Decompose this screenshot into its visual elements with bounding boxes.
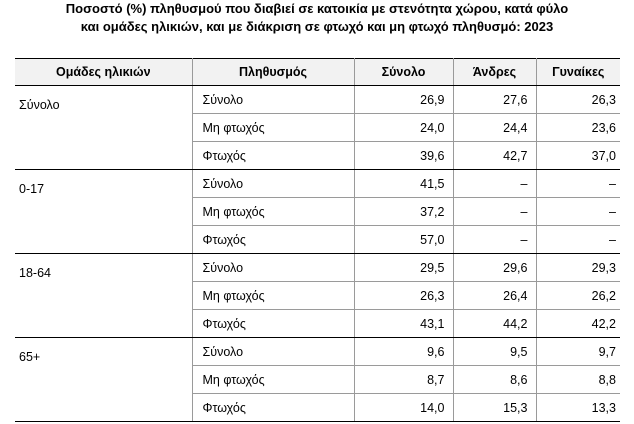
women-cell: – [536, 226, 620, 254]
men-cell: 15,3 [453, 394, 536, 422]
women-cell: 8,8 [536, 366, 620, 394]
men-cell: 27,6 [453, 86, 536, 114]
total-cell: 9,6 [354, 338, 453, 366]
table-row [15, 254, 620, 282]
table-row [15, 338, 620, 366]
women-cell: – [536, 198, 620, 226]
total-cell: 39,6 [354, 142, 453, 170]
header-men: Άνδρες [453, 59, 536, 86]
women-cell: 42,2 [536, 310, 620, 338]
women-cell: 23,6 [536, 114, 620, 142]
table-title-line-1: Ποσοστό (%) πληθυσμού που διαβιεί σε κατοικία με στενότητα χώρου, κατά φύλο [65, 1, 569, 16]
men-cell: 24,4 [453, 114, 536, 142]
data-table [15, 58, 620, 422]
total-cell: 41,5 [354, 170, 453, 198]
total-cell: 43,1 [354, 310, 453, 338]
population-cell: Φτωχός [192, 226, 354, 254]
men-cell: 26,4 [453, 282, 536, 310]
total-cell: 26,3 [354, 282, 453, 310]
men-cell: 8,6 [453, 366, 536, 394]
total-cell: 57,0 [354, 226, 453, 254]
population-cell: Μη φτωχός [192, 282, 354, 310]
age-group-cell: 65+ [15, 338, 192, 422]
women-cell: 9,7 [536, 338, 620, 366]
total-cell: 26,9 [354, 86, 453, 114]
men-cell: 29,6 [453, 254, 536, 282]
women-cell: 13,3 [536, 394, 620, 422]
total-cell: 24,0 [354, 114, 453, 142]
header-row [15, 59, 620, 86]
table-title-line-2: και ομάδες ηλικιών, και με διάκριση σε φτωχό και μη φτωχό πληθυσμό: 2023 [80, 18, 554, 34]
women-cell: 26,2 [536, 282, 620, 310]
header-women: Γυναίκες [536, 59, 620, 86]
population-cell: Μη φτωχός [192, 114, 354, 142]
header-age-groups: Ομάδες ηλικιών [15, 59, 192, 86]
total-cell: 37,2 [354, 198, 453, 226]
population-cell: Σύνολο [192, 254, 354, 282]
table-body [15, 86, 620, 422]
women-cell: 29,3 [536, 254, 620, 282]
men-cell: 9,5 [453, 338, 536, 366]
men-cell: – [453, 170, 536, 198]
header-population: Πληθυσμός [192, 59, 354, 86]
table-row [15, 170, 620, 198]
age-group-cell: 0-17 [15, 170, 192, 254]
table-row [15, 86, 620, 114]
population-cell: Μη φτωχός [192, 366, 354, 394]
population-cell: Σύνολο [192, 338, 354, 366]
women-cell: 37,0 [536, 142, 620, 170]
header-total: Σύνολο [354, 59, 453, 86]
total-cell: 14,0 [354, 394, 453, 422]
population-cell: Φτωχός [192, 310, 354, 338]
total-cell: 29,5 [354, 254, 453, 282]
total-cell: 8,7 [354, 366, 453, 394]
men-cell: – [453, 226, 536, 254]
age-group-cell: 18-64 [15, 254, 192, 338]
table-header [15, 59, 620, 86]
population-cell: Σύνολο [192, 170, 354, 198]
men-cell: 42,7 [453, 142, 536, 170]
population-cell: Φτωχός [192, 142, 354, 170]
men-cell: – [453, 198, 536, 226]
men-cell: 44,2 [453, 310, 536, 338]
population-cell: Μη φτωχός [192, 198, 354, 226]
table-title [0, 0, 634, 35]
women-cell: 26,3 [536, 86, 620, 114]
women-cell: – [536, 170, 620, 198]
population-cell: Φτωχός [192, 394, 354, 422]
age-group-cell: Σύνολο [15, 86, 192, 170]
population-cell: Σύνολο [192, 86, 354, 114]
